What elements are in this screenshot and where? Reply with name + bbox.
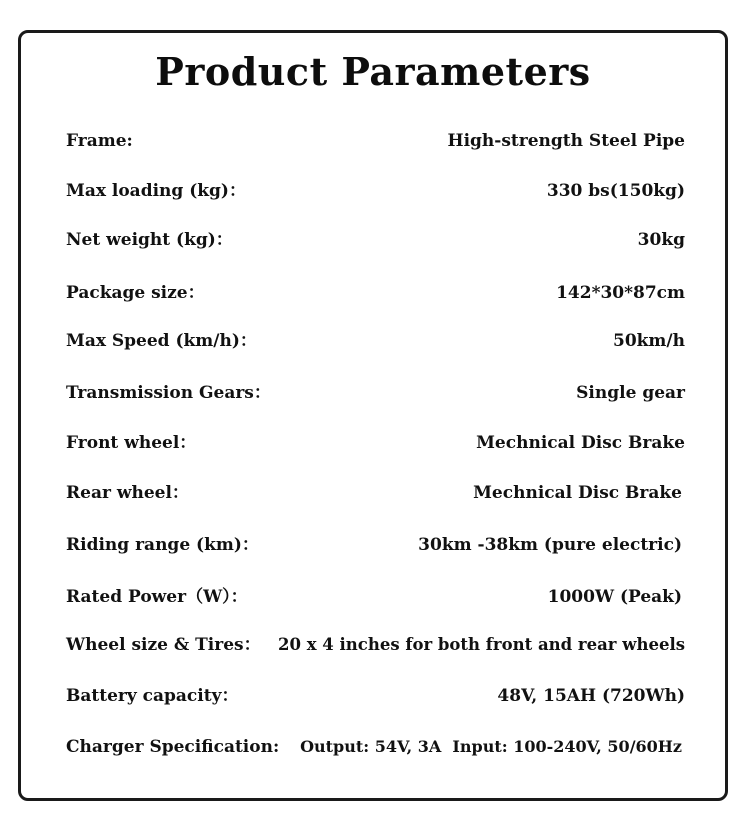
param-row-wheel-size xyxy=(66,631,685,659)
param-value: 30kg xyxy=(637,230,685,250)
param-label: Battery capacity： xyxy=(66,686,239,706)
param-value: 142*30*87cm xyxy=(556,283,685,303)
param-value: 48V, 15AH (720Wh) xyxy=(497,686,685,706)
param-value: Single gear xyxy=(576,383,685,403)
param-value: 50km/h xyxy=(613,331,685,351)
param-label: Front wheel： xyxy=(66,433,197,453)
param-row-max-loading xyxy=(66,177,685,205)
page-title: Product Parameters xyxy=(155,49,591,94)
param-value: 330 bs(150kg) xyxy=(546,181,685,201)
param-label: Rated Power（W）： xyxy=(66,587,248,607)
param-row-net-weight xyxy=(66,226,685,254)
param-label: Net weight (kg)： xyxy=(66,230,233,250)
param-row-frame xyxy=(66,127,685,155)
param-label: Max loading (kg)： xyxy=(66,181,246,201)
param-label: Transmission Gears： xyxy=(66,383,271,403)
param-value: Mechnical Disc Brake xyxy=(473,483,682,503)
param-row-battery-capacity xyxy=(66,682,685,710)
param-value: High-strength Steel Pipe xyxy=(447,131,685,151)
param-value: 1000W (Peak) xyxy=(547,587,682,607)
param-row-front-wheel xyxy=(66,429,685,457)
param-label: Riding range (km)： xyxy=(66,535,259,555)
param-value: 30km -38km (pure electric) xyxy=(418,535,682,555)
param-row-package-size xyxy=(66,279,685,307)
param-label: Frame: xyxy=(66,131,133,151)
param-label: Wheel size & Tires： xyxy=(66,635,261,655)
param-row-rated-power xyxy=(66,583,685,611)
param-row-charger-specification xyxy=(66,733,685,761)
param-value: Output: 54V, 3A Input: 100-240V, 50/60Hz xyxy=(300,737,682,756)
parameters-card xyxy=(18,30,728,801)
param-label: Max Speed (km/h)： xyxy=(66,331,257,351)
param-row-rear-wheel xyxy=(66,479,685,507)
param-value: Mechnical Disc Brake xyxy=(476,433,685,453)
param-row-max-speed xyxy=(66,327,685,355)
param-row-riding-range xyxy=(66,531,685,559)
param-label: Rear wheel： xyxy=(66,483,189,503)
param-value: 20 x 4 inches for both front and rear wheels xyxy=(278,635,685,654)
param-row-transmission-gears xyxy=(66,379,685,407)
param-label: Charger Specification: xyxy=(66,737,280,757)
param-label: Package size： xyxy=(66,283,205,303)
